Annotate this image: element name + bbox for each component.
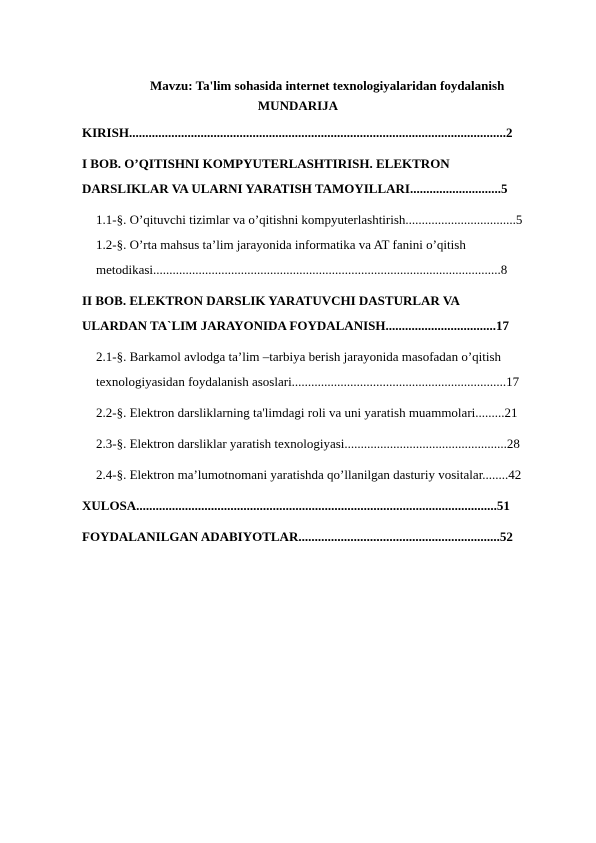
toc-entry-bob1-line2: DARSLIKLAR VA ULARNI YARATISH TAMOYILLARI............................5 bbox=[82, 181, 508, 196]
toc-entry-2-4: 2.4-§. Elektron ma’lumotnomani yaratishda qo’llanilgan dasturiy vositalar........42 bbox=[96, 467, 522, 482]
toc-entry-1-2-line2: metodikasi...........................................................................................................8 bbox=[96, 262, 508, 277]
table-of-contents bbox=[82, 120, 556, 549]
toc-entry-2-2: 2.2-§. Elektron darsliklarning ta'limdagi roli va uni yaratish muammolari.........21 bbox=[96, 405, 518, 420]
toc-entry-xulosa: XULOSA...............................................................................................................51 bbox=[82, 498, 510, 513]
toc-heading: MUNDARIJA bbox=[257, 98, 339, 113]
toc-entry-kirish: KIRISH....................................................................................................................2 bbox=[82, 125, 513, 140]
topic-title: Mavzu: Ta'lim sohasida internet texnologiyalaridan foydalanish bbox=[150, 78, 505, 93]
toc-entry-bob2-line1: II BOB. ELEKTRON DARSLIK YARATUVCHI DASTURLAR VA bbox=[82, 293, 460, 308]
toc-entry-adabiyot: FOYDALANILGAN ADABIYOTLAR..............................................................52 bbox=[82, 529, 513, 544]
toc-entry-bob1-line1: I BOB. O’QITISHNI KOMPYUTERLASHTIRISH. ELEKTRON bbox=[82, 156, 450, 171]
toc-entry-2-1-line1: 2.1-§. Barkamol avlodga ta’lim –tarbiya berish jarayonida masofadan o’qitish bbox=[96, 349, 502, 364]
toc-entry-2-3: 2.3-§. Elektron darsliklar yaratish texnologiyasi..................................................28 bbox=[96, 436, 520, 451]
toc-entry-1-2-line1: 1.2-§. O’rta mahsus ta’lim jarayonida informatika va AT fanini o’qitish bbox=[96, 237, 466, 252]
toc-entry-2-1-line2: texnologiyasidan foydalanish asoslari..................................................................17 bbox=[96, 374, 520, 389]
toc-entry-1-1: 1.1-§. O’qituvchi tizimlar va o’qitishni kompyuterlashtirish..................................5 bbox=[96, 212, 523, 227]
toc-entry-bob2-line2: ULARDAN TA`LIM JARAYONIDA FOYDALANISH..................................17 bbox=[82, 318, 509, 333]
